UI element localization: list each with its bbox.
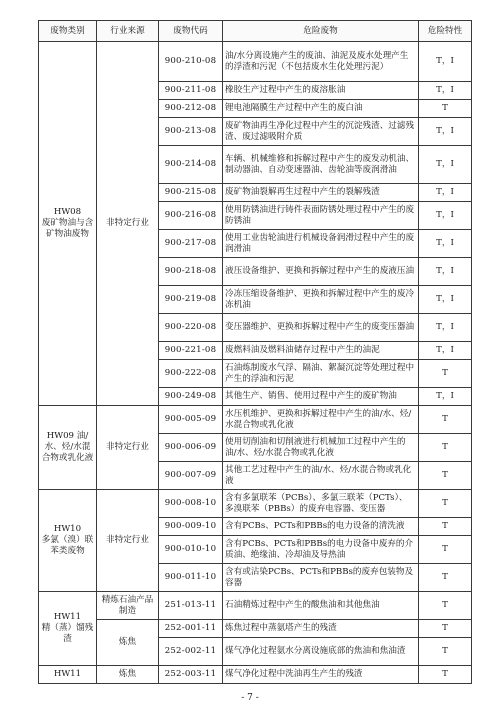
header-category: 废物类别 [39, 21, 97, 42]
table-row [39, 490, 472, 518]
industry-source: 炼焦 [97, 666, 159, 684]
waste-code: 252-001-11 [159, 620, 223, 638]
waste-description: 油/水分离设施产生的废油、油泥及废水处理产生的浮渣和污泥（不包括废水生化处理污泥） [223, 42, 419, 82]
industry-source: 非特定行业 [97, 42, 159, 406]
waste-code: 900-215-08 [159, 184, 223, 202]
waste-code: 900-218-08 [159, 258, 223, 286]
waste-description: 使用防锈油进行铸件表面防锈处理过程中产生的废防锈油 [223, 202, 419, 230]
waste-code: 900-009-10 [159, 518, 223, 536]
waste-description: 废矿物油裂解再生过程中产生的裂解残渣 [223, 184, 419, 202]
header-source: 行业来源 [97, 21, 159, 42]
waste-code: 900-210-08 [159, 42, 223, 82]
hazard-property: T [419, 100, 472, 118]
hazard-property: T，I [419, 146, 472, 184]
waste-code: 900-217-08 [159, 230, 223, 258]
waste-code: 900-222-08 [159, 360, 223, 388]
hazard-property: T [419, 434, 472, 462]
hazard-property: T [419, 518, 472, 536]
table-row [39, 406, 472, 434]
industry-source: 非特定行业 [97, 406, 159, 490]
waste-code: 900-214-08 [159, 146, 223, 184]
waste-code: 900-011-10 [159, 564, 223, 592]
waste-description: 其他工艺过程中产生的油/水、烃/水混合物或乳化液 [223, 462, 419, 490]
hazard-property: T [419, 462, 472, 490]
waste-code: 900-249-08 [159, 388, 223, 406]
waste-description: 冷冻压缩设备维护、更换和拆解过程中产生的废冷冻机油 [223, 286, 419, 314]
waste-description: 水压机维护、更换和拆解过程中产生的油/水、烃/水混合物或乳化液 [223, 406, 419, 434]
hazard-property: T [419, 406, 472, 434]
hazard-property: T [419, 620, 472, 638]
hazard-property: T，I [419, 202, 472, 230]
hazard-property: T，I [419, 388, 472, 406]
waste-category: HW09 油/水、烃/水混合物或乳化液 [39, 406, 97, 490]
waste-code: 900-010-10 [159, 536, 223, 564]
hazard-property: T，I [419, 314, 472, 342]
waste-description: 含有PCBs、PCTs和PBBs的电力设备的清洗液 [223, 518, 419, 536]
header-code: 废物代码 [159, 21, 223, 42]
waste-code: 900-007-09 [159, 462, 223, 490]
hazard-property: T [419, 638, 472, 666]
waste-code: 900-213-08 [159, 118, 223, 146]
waste-description: 使用切削油和切削液进行机械加工过程中产生的油/水、烃/水混合物或乳化液 [223, 434, 419, 462]
industry-source: 非特定行业 [97, 490, 159, 592]
waste-code: 900-212-08 [159, 100, 223, 118]
waste-code: 900-005-09 [159, 406, 223, 434]
waste-description: 煤气净化过程中洗油再生产生的残渣 [223, 666, 419, 684]
hazard-property: T [419, 360, 472, 388]
waste-code: 900-220-08 [159, 314, 223, 342]
table-row [39, 592, 472, 620]
waste-code: 900-221-08 [159, 342, 223, 360]
table-row [39, 666, 472, 684]
waste-description: 炼焦过程中蒸氨塔产生的残渣 [223, 620, 419, 638]
waste-code: 900-008-10 [159, 490, 223, 518]
hazard-property: T，I [419, 42, 472, 82]
waste-category: HW11 [39, 666, 97, 684]
industry-source: 精炼石油产品制造 [97, 592, 159, 620]
waste-category: HW11 精（蒸）馏残渣 [39, 592, 97, 666]
waste-code: 252-003-11 [159, 666, 223, 684]
waste-description: 液压设备维护、更换和拆解过程中产生的废液压油 [223, 258, 419, 286]
waste-description: 煤气净化过程氨水分离设施底部的焦油和焦油渣 [223, 638, 419, 666]
waste-description: 含有或沾染PCBs、PCTs和PBBs的废弃包装物及容器 [223, 564, 419, 592]
hazardous-waste-table [38, 20, 472, 684]
hazard-property: T [419, 564, 472, 592]
page-number: - 7 - [241, 693, 259, 703]
waste-description: 车辆、机械维修和拆解过程中产生的废发动机油、制动器油、自动变速器油、齿轮油等废润滑油 [223, 146, 419, 184]
hazard-property: T，I [419, 82, 472, 100]
waste-code: 900-006-09 [159, 434, 223, 462]
hazard-property: T [419, 490, 472, 518]
table-row [39, 620, 472, 638]
hazard-property: T [419, 536, 472, 564]
header-waste: 危险废物 [223, 21, 419, 42]
waste-description: 使用工业齿轮油进行机械设备润滑过程中产生的废润滑油 [223, 230, 419, 258]
waste-description: 其他生产、销售、使用过程中产生的废矿物油 [223, 388, 419, 406]
hazard-property: T，I [419, 230, 472, 258]
waste-description: 橡胶生产过程中产生的废溶胀油 [223, 82, 419, 100]
header-hazard: 危险特性 [419, 21, 472, 42]
waste-category: HW08 废矿物油与含矿物油废物 [39, 42, 97, 406]
hazard-property: T，I [419, 342, 472, 360]
waste-description: 含有多氯联苯（PCBs）、多氯三联苯（PCTs）、多溴联苯（PBBs）的废弃电容器、变压器 [223, 490, 419, 518]
waste-code: 251-013-11 [159, 592, 223, 620]
table-header-row [39, 21, 472, 42]
waste-description: 锂电池隔膜生产过程中产生的废白油 [223, 100, 419, 118]
waste-description: 石油精炼过程中产生的酸焦油和其他焦油 [223, 592, 419, 620]
table-row [39, 42, 472, 82]
waste-code: 900-219-08 [159, 286, 223, 314]
waste-description: 石油炼制废水气浮、隔油、絮凝沉淀等处理过程中产生的浮油和污泥 [223, 360, 419, 388]
waste-description: 废矿物油再生净化过程中产生的沉淀残渣、过滤残渣、废过滤吸附介质 [223, 118, 419, 146]
hazard-property: T，I [419, 258, 472, 286]
waste-code: 252-002-11 [159, 638, 223, 666]
waste-code: 900-216-08 [159, 202, 223, 230]
hazard-property: T，I [419, 184, 472, 202]
waste-description: 含有PCBs、PCTs和PBBs的电力设备中废弃的介质油、绝缘油、冷却油及导热油 [223, 536, 419, 564]
industry-source: 炼焦 [97, 620, 159, 666]
waste-code: 900-211-08 [159, 82, 223, 100]
hazard-property: T [419, 592, 472, 620]
hazard-property: T，I [419, 118, 472, 146]
hazard-property: T，I [419, 286, 472, 314]
waste-description: 变压器维护、更换和拆解过程中产生的废变压器油 [223, 314, 419, 342]
waste-category: HW10 多氯（溴）联苯类废物 [39, 490, 97, 592]
waste-description: 废燃料油及燃料油储存过程中产生的油泥 [223, 342, 419, 360]
hazard-property: T [419, 666, 472, 684]
